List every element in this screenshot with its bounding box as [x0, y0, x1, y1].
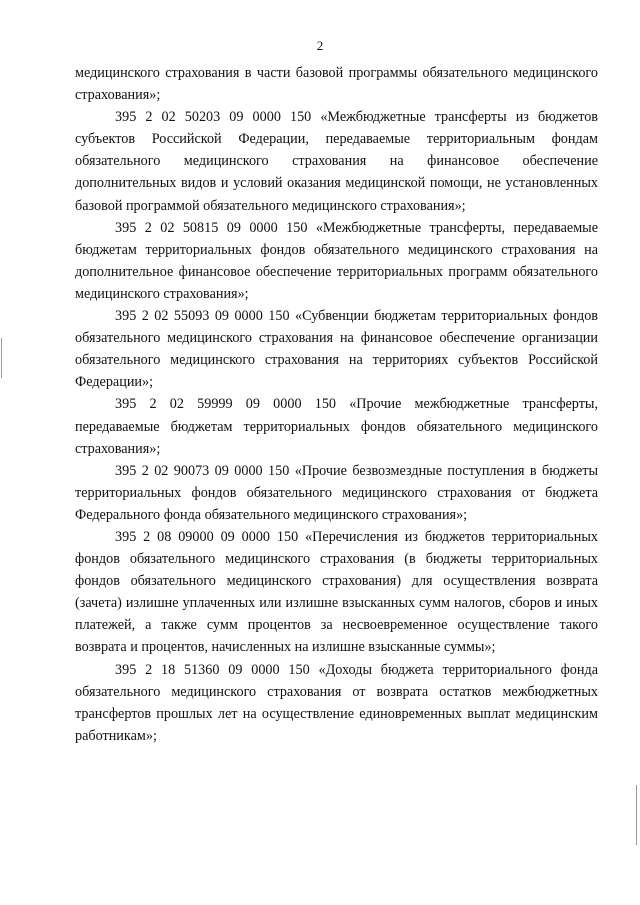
scan-edge-mark-left [1, 338, 2, 378]
paragraph-code-51360: 395 2 18 51360 09 0000 150 «Доходы бюджета территориального фонда обязательного медицинского страхования от возврата остатков межбюджетных трансфертов прошлых лет на осуществление единовременных выплат медицинским работникам»; [75, 661, 598, 744]
paragraph-code-50203: 395 2 02 50203 09 0000 150 «Межбюджетные трансферты из бюджетов субъектов Российской Федерации, передаваемые территориальным фондам обязательного медицинского страхования на финансовое обеспечение дополнительных видов и условий оказания медицинской помощи, не установленных базовой программой обязательного медицинского страхования»; [75, 109, 598, 214]
paragraph-code-09000: 395 2 08 09000 09 0000 150 «Перечисления из бюджетов территориальных фондов обязательного медицинского страхования (в бюджеты территориальных фондов обязательного медицинского страхования) для осуществления возврата (зачета) излишне уплаченных или излишне взысканных сумм налогов, сборов и иных платежей, а также сумм процентов за несвоевременное осуществление такого возврата и процентов, начисленных на излишне взысканные суммы»; [75, 528, 598, 656]
page-number: 2 [316, 38, 324, 53]
paragraph-code-90073: 395 2 02 90073 09 0000 150 «Прочие безвозмездные поступления в бюджеты территориальных фондов обязательного медицинского страхования от бюджета Федерального фонда обязательного медицинского страхования»; [75, 462, 598, 523]
paragraph-code-59999: 395 2 02 59999 09 0000 150 «Прочие межбюджетные трансферты, передаваемые бюджетам территориальных фондов обязательного медицинского страхования»; [75, 396, 598, 457]
paragraph-code-50815: 395 2 02 50815 09 0000 150 «Межбюджетные трансферты, передаваемые бюджетам территориальных фондов обязательного медицинского страхования на дополнительное финансовое обеспечение территориальных программ обязательного медицинского страхования»; [75, 219, 598, 302]
document-body [75, 62, 598, 747]
scan-edge-mark-right [636, 785, 637, 845]
paragraph-continuation: медицинского страхования в части базовой программы обязательного медицинского страхования»; [75, 65, 598, 104]
paragraph-code-55093: 395 2 02 55093 09 0000 150 «Субвенции бюджетам территориальных фондов обязательного медицинского страхования на финансовое обеспечение организации обязательного медицинского страхования на территориях субъектов Российской Федерации»; [75, 308, 598, 391]
